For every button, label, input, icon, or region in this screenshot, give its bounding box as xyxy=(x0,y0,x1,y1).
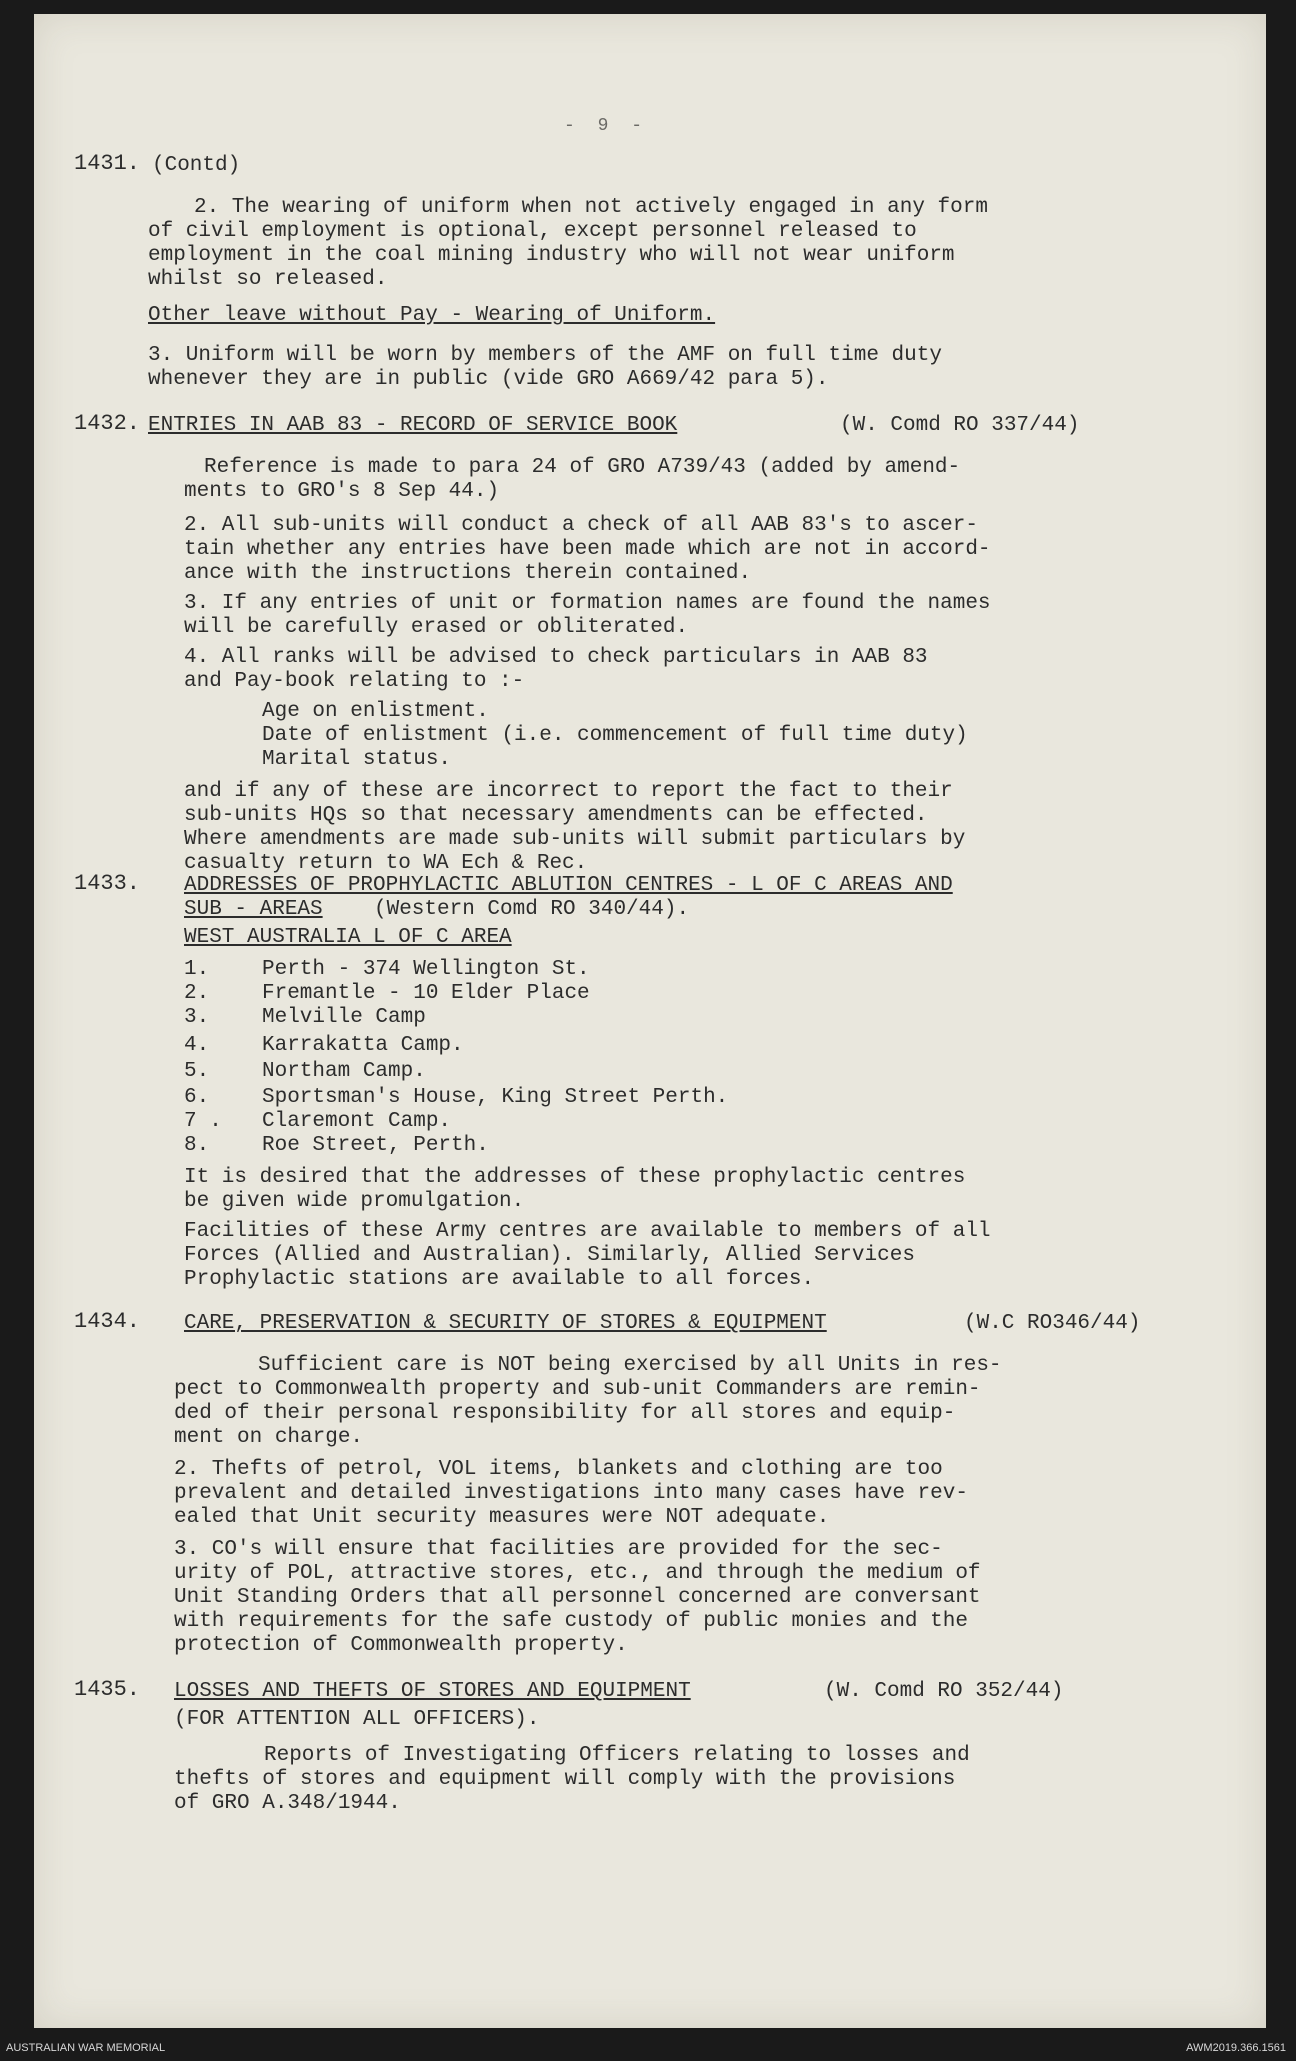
list-number: 2. xyxy=(184,982,210,1005)
item-subtitle-1433: WEST AUSTRALIA L OF C AREA xyxy=(184,926,512,949)
para-line: Forces (Allied and Australian). Similarly, Allied Services xyxy=(184,1244,915,1267)
para-line: Date of enlistment (i.e. commencement of full time duty) xyxy=(262,724,968,747)
para-line: ded of their personal responsibility for all stores and equip- xyxy=(174,1402,956,1425)
para-line: Facilities of these Army centres are available to members of all xyxy=(184,1220,991,1243)
footer-bar xyxy=(0,2035,1296,2061)
para-line: (FOR ATTENTION ALL OFFICERS). xyxy=(174,1708,540,1731)
document-page xyxy=(34,14,1266,2028)
para-line: whenever they are in public (vide GRO A669/42 para 5). xyxy=(148,368,829,391)
para-line: 2. Thefts of petrol, VOL items, blankets and clothing are too xyxy=(174,1458,943,1481)
list-number: 4. xyxy=(184,1034,210,1057)
item-title-1433-cont: SUB - AREAS xyxy=(184,898,323,921)
item-ref-1432: (W. Comd RO 337/44) xyxy=(840,414,1080,437)
para-line: Reference is made to para 24 of GRO A739/43 (added by amend- xyxy=(204,456,961,479)
item-ref-1434: (W.C RO346/44) xyxy=(964,1312,1141,1335)
para-line: pect to Commonwealth property and sub-unit Commanders are remin- xyxy=(174,1378,981,1401)
para-line: 3. If any entries of unit or formation names are found the names xyxy=(184,592,991,615)
para-line: Reports of Investigating Officers relating to losses and xyxy=(264,1744,970,1767)
para-line: ments to GRO's 8 Sep 44.) xyxy=(184,480,500,503)
list-item: Karrakatta Camp. xyxy=(262,1034,464,1057)
list-number: 8. xyxy=(184,1134,210,1157)
para-line: with requirements for the safe custody of public monies and the xyxy=(174,1610,968,1633)
para-line: Unit Standing Orders that all personnel concerned are conversant xyxy=(174,1586,981,1609)
para-line: ealed that Unit security measures were NOT adequate. xyxy=(174,1506,830,1529)
item-number-1433: 1433. xyxy=(74,871,141,896)
item-title-1434: CARE, PRESERVATION & SECURITY OF STORES & EQUIPMENT xyxy=(184,1312,827,1335)
para-line: 3. CO's will ensure that facilities are provided for the sec- xyxy=(174,1538,943,1561)
list-item: Sportsman's House, King Street Perth. xyxy=(262,1086,729,1109)
para-line: of GRO A.348/1944. xyxy=(174,1792,401,1815)
para-line: Prophylactic stations are available to all forces. xyxy=(184,1268,815,1291)
para-line: ance with the instructions therein contained. xyxy=(184,562,752,585)
item-number-1434: 1434. xyxy=(74,1309,141,1334)
para-line: Sufficient care is NOT being exercised by all Units in res- xyxy=(258,1354,1002,1377)
list-item: Northam Camp. xyxy=(262,1060,426,1083)
para-line: and if any of these are incorrect to report the fact to their xyxy=(184,780,953,803)
item-number-1432: 1432. xyxy=(74,411,141,436)
item-ref-1433: (Western Comd RO 340/44). xyxy=(374,898,690,921)
para-line: 3. Uniform will be worn by members of the AMF on full time duty xyxy=(148,344,942,367)
list-number: 5. xyxy=(184,1060,210,1083)
para-line: thefts of stores and equipment will comply with the provisions xyxy=(174,1768,956,1791)
para-line: be given wide promulgation. xyxy=(184,1190,525,1213)
footer-credit: AUSTRALIAN WAR MEMORIAL xyxy=(6,2042,166,2054)
para-line: employment in the coal mining industry who will not wear uniform xyxy=(148,244,955,267)
footer-accession-number: AWM2019.366.1561 xyxy=(1186,2042,1286,2054)
list-item: Roe Street, Perth. xyxy=(262,1134,489,1157)
para-line: prevalent and detailed investigations into many cases have rev- xyxy=(174,1482,968,1505)
list-number: 3. xyxy=(184,1006,210,1029)
list-number: 6. xyxy=(184,1086,210,1109)
list-number: 7 . xyxy=(184,1110,222,1133)
para-line: sub-units HQs so that necessary amendments can be effected. xyxy=(184,804,928,827)
para-line: Marital status. xyxy=(262,748,452,771)
para-line: tain whether any entries have been made which are not in accord- xyxy=(184,538,991,561)
para-line: It is desired that the addresses of these prophylactic centres xyxy=(184,1166,966,1189)
para-line: 2. The wearing of uniform when not actively engaged in any form xyxy=(194,196,988,219)
item-head-1431: (Contd) xyxy=(152,154,241,177)
item-title-1435: LOSSES AND THEFTS OF STORES AND EQUIPMENT xyxy=(174,1680,691,1703)
para-line: 2. All sub-units will conduct a check of all AAB 83's to ascer- xyxy=(184,514,978,537)
para-line: Where amendments are made sub-units will submit particulars by xyxy=(184,828,966,851)
page-marker: - 9 - xyxy=(564,116,649,136)
item-number-1431: 1431. xyxy=(74,151,141,176)
para-line: will be carefully erased or obliterated. xyxy=(184,616,689,639)
para-line: and Pay-book relating to :- xyxy=(184,670,525,693)
item-title-1432: ENTRIES IN AAB 83 - RECORD OF SERVICE BOOK xyxy=(148,414,678,437)
para-line: protection of Commonwealth property. xyxy=(174,1634,628,1657)
para-line: urity of POL, attractive stores, etc., and through the medium of xyxy=(174,1562,981,1585)
para-line: casualty return to WA Ech & Rec. xyxy=(184,852,588,875)
item-ref-1435: (W. Comd RO 352/44) xyxy=(824,1680,1064,1703)
list-item: Melville Camp xyxy=(262,1006,426,1029)
section-subheading: Other leave without Pay - Wearing of Uniform. xyxy=(148,304,716,327)
para-line: 4. All ranks will be advised to check particulars in AAB 83 xyxy=(184,646,928,669)
list-item: Fremantle - 10 Elder Place xyxy=(262,982,590,1005)
list-item: Claremont Camp. xyxy=(262,1110,452,1133)
para-line: whilst so released. xyxy=(148,268,388,291)
item-title-1433: ADDRESSES OF PROPHYLACTIC ABLUTION CENTRES - L OF C AREAS AND xyxy=(184,874,953,897)
list-number: 1. xyxy=(184,958,210,981)
para-line: of civil employment is optional, except personnel released to xyxy=(148,220,917,243)
item-number-1435: 1435. xyxy=(74,1677,141,1702)
list-item: Perth - 374 Wellington St. xyxy=(262,958,590,981)
para-line: ment on charge. xyxy=(174,1426,364,1449)
para-line: Age on enlistment. xyxy=(262,700,489,723)
